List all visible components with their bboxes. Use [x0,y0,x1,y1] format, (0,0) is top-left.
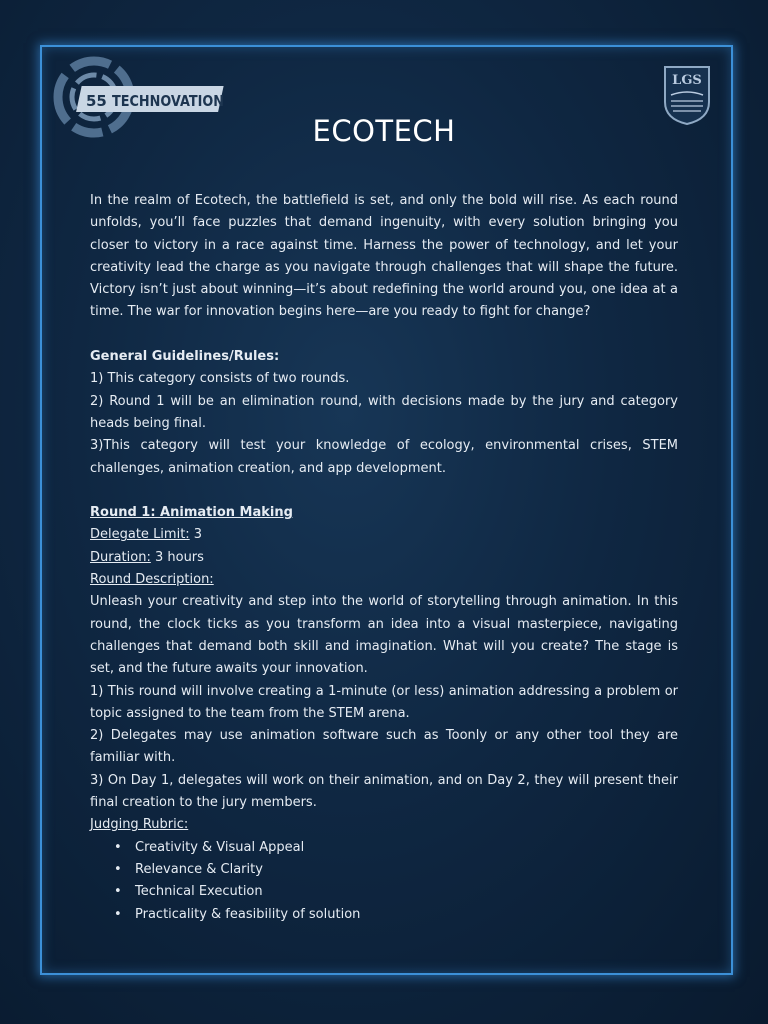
delegate-limit-value: 3 [189,527,203,543]
rubric-item: • Relevance & Clarity [90,859,678,881]
duration-value: 3 hours [150,549,204,565]
round-rule: 3) On Day 1, delegates will work on their animation, and on Day 2, they will present their final creation to the jury members. [90,772,678,811]
crest-lettering: LGS [672,73,702,88]
delegate-limit-label: Delegate Limit: [90,527,190,543]
round-description: Unleash your creativity and step into the world of storytelling through animation. In this round, the clock ticks as you transform an idea into a visual masterpiece, navigating challenges that demand both skill and imagination. What will you create? The stage is set, and the future awaits your innovation. [90,594,678,677]
intro-paragraph: In the realm of Ecotech, the battlefield is set, and only the bold will rise. As each round unfolds, you’ll face puzzles that demand ingenuity, with every solution bringing you closer to victory in a race against time. Harness the power of technology, and let your creativity lead the charge as you navigate through challenges that will shape the future. Victory isn’t just about winning—it’s about redefining the world around you, one idea at a time. The war for innovation begins here—are you ready to fight for change? [90,193,678,320]
judging-rubric-label: Judging Rubric: [90,817,189,833]
round-rule: 1) This round will involve creating a 1-minute (or less) animation addressing a problem or topic assigned to the team from the STEM arena. [90,683,678,721]
duration-line [90,547,678,569]
logo-number: 55 [86,92,107,110]
document-body [90,190,678,926]
round-description-label: Round Description: [90,572,214,588]
duration-label: Duration: [90,549,151,565]
page-title: ECOTECH [312,114,456,148]
judging-rubric-list [90,837,678,926]
round1-heading: Round 1: Animation Making [90,505,293,521]
logo-wordmark: TECHNOVATION [112,92,224,110]
round-rule: 2) Delegates may use animation software such as Toonly or any other tool they are familiar with. [90,728,678,766]
delegate-limit-line [90,524,678,546]
guideline-item: 2) Round 1 will be an elimination round, with decisions made by the jury and category heads being final. [90,393,678,431]
rubric-item: • Technical Execution [90,881,678,903]
guideline-item: 3)This category will test your knowledge of ecology, environmental crises, STEM challenges, animation creation, and app development. [90,438,678,476]
rubric-item: • Creativity & Visual Appeal [90,837,678,859]
rubric-item: • Practicality & feasibility of solution [90,904,678,926]
guidelines-heading: General Guidelines/Rules: [90,349,280,365]
guideline-item: 1) This category consists of two rounds. [90,371,350,387]
